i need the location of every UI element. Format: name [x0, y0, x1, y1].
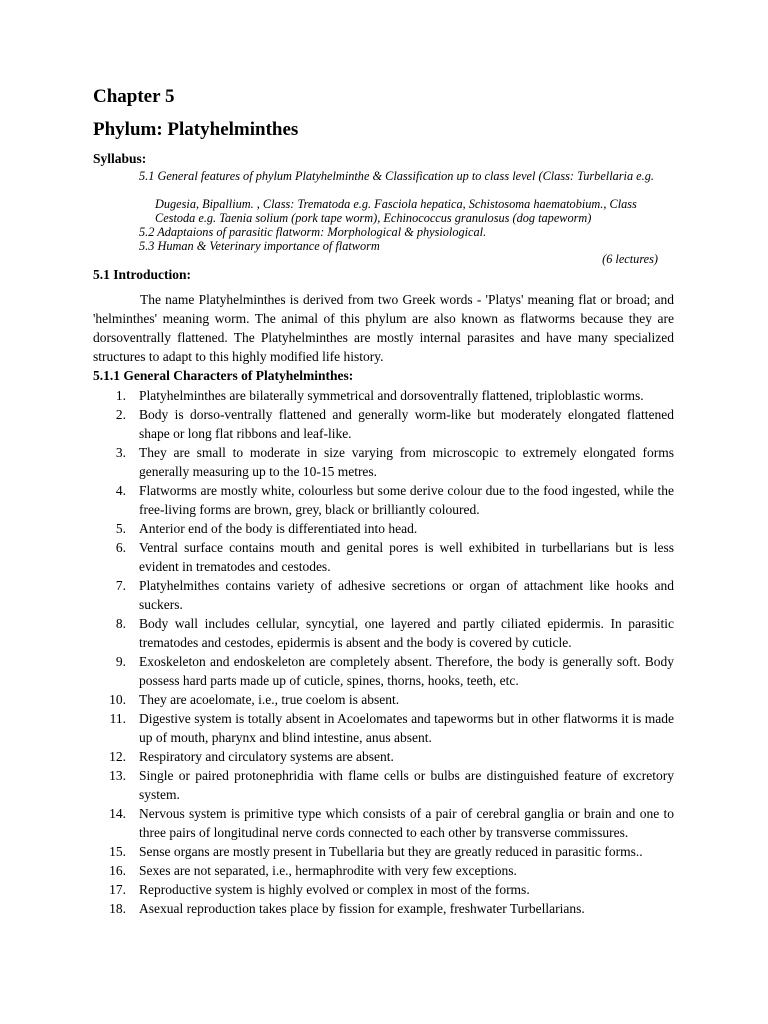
list-item-text: They are small to moderate in size varying from microscopic to extremely elongated forms generally measuring up to the 10-15 metres.: [139, 445, 674, 479]
list-item: [93, 614, 674, 652]
syllabus-line-1: 5.1 General features of phylum Platyhelminthe & Classification up to class level (Class: Turbellaria e.g.: [139, 169, 654, 183]
list-item-text: Flatworms are mostly white, colourless but some derive colour due to the food ingested, while the free-living forms are brown, grey, black or brilliantly coloured.: [139, 483, 674, 517]
list-item-number: 15.: [109, 844, 126, 859]
list-item: [93, 538, 674, 576]
list-item: [93, 690, 674, 709]
list-item-text: Single or paired protonephridia with flame cells or bulbs are distinguished feature of excretory system.: [139, 768, 674, 802]
list-item-text: Platyhelmithes contains variety of adhesive secretions or organ of attachment like hooks and suckers.: [139, 578, 674, 612]
list-item-text: Respiratory and circulatory systems are absent.: [139, 749, 394, 764]
list-item-number: 6.: [115, 540, 126, 555]
list-item-text: Exoskeleton and endoskeleton are completely absent. Therefore, the body is generally soft. Body possess hard parts made up of cuticle, spines, thorns, hooks, teeth, etc.: [139, 654, 674, 688]
list-item-number: 10.: [109, 692, 126, 707]
list-item-number: 4.: [115, 483, 126, 498]
general-characters-list: [93, 386, 674, 918]
list-item-text: Body is dorso-ventrally flattened and generally worm-like but moderately elongated flattened shape or long flat ribbons and leaf-like.: [139, 407, 674, 441]
list-item-text: Reproductive system is highly evolved or complex in most of the forms.: [139, 882, 530, 897]
list-item: [93, 386, 674, 405]
list-item-text: Platyhelminthes are bilaterally symmetrical and dorsoventrally flattened, triploblastic worms.: [139, 388, 644, 403]
list-item-text: Sexes are not separated, i.e., hermaphrodite with very few exceptions.: [139, 863, 517, 878]
list-item: [93, 842, 674, 861]
list-item-number: 12.: [109, 749, 126, 764]
lectures-note: (6 lectures): [602, 252, 658, 266]
general-characters-heading: 5.1.1 General Characters of Platyhelminthes:: [93, 368, 354, 383]
syllabus-heading: Syllabus:: [93, 151, 147, 166]
list-item-text: Anterior end of the body is differentiated into head.: [139, 521, 418, 536]
list-item-number: 13.: [109, 768, 126, 783]
list-item-text: Digestive system is totally absent in Acoelomates and tapeworms but in other flatworms it is made up of mouth, pharynx and blind intestine, anus absent.: [139, 711, 674, 745]
list-item: [93, 576, 674, 614]
list-item-number: 7.: [115, 578, 126, 593]
list-item: [93, 804, 674, 842]
list-item: [93, 519, 674, 538]
syllabus-line-2: Dugesia, Bipallium. , Class: Trematoda e.g. Fasciola hepatica, Schistosoma haematobium., Class Cestoda e.g. Taenia solium (pork tape worm), Echinococcus granulosus (dog tapeworm): [155, 197, 637, 225]
phylum-title: Phylum: Platyhelminthes: [93, 119, 299, 140]
list-item-number: 11.: [109, 711, 126, 726]
list-item-number: 14.: [109, 806, 126, 821]
list-item-number: 17.: [109, 882, 126, 897]
list-item: [93, 652, 674, 690]
introduction-paragraph: The name Platyhelminthes is derived from two Greek words - 'Platys' meaning flat or broad; and 'helminthes' meaning worm. The animal of this phylum are also known as flatworms because they are dorsoventrally flattened. The Platyhelminthes are mostly internal parasites and have many specialized structures to adapt to this highly modified life history.: [93, 292, 674, 364]
list-item: [93, 709, 674, 747]
list-item: [93, 861, 674, 880]
list-item: [93, 766, 674, 804]
list-item-number: 9.: [115, 654, 126, 669]
list-item: [93, 481, 674, 519]
list-item-number: 8.: [115, 616, 126, 631]
list-item-text: Ventral surface contains mouth and genital pores is well exhibited in turbellarians but is less evident in trematodes and cestodes.: [139, 540, 674, 574]
list-item-text: Sense organs are mostly present in Tubellaria but they are greatly reduced in parasitic forms..: [139, 844, 643, 859]
list-item-text: Body wall includes cellular, syncytial, one layered and partly ciliated epidermis. In parasitic trematodes and cestodes, epidermis is absent and the body is covered by cuticle.: [139, 616, 674, 650]
list-item: [93, 880, 674, 899]
syllabus-line-4: 5.3 Human & Veterinary importance of flatworm: [139, 239, 380, 253]
syllabus-line-3: 5.2 Adaptaions of parasitic flatworm: Morphological & physiological.: [139, 225, 487, 239]
list-item-number: 16.: [109, 863, 126, 878]
chapter-title: Chapter 5: [93, 86, 175, 107]
list-item-number: 1.: [115, 388, 126, 403]
list-item-text: Asexual reproduction takes place by fission for example, freshwater Turbellarians.: [139, 901, 585, 916]
list-item: [93, 747, 674, 766]
list-item-number: 18.: [109, 901, 126, 916]
list-item-number: 2.: [115, 407, 126, 422]
list-item-text: Nervous system is primitive type which consists of a pair of cerebral ganglia or brain and one to three pairs of longitudinal nerve cords connected to each other by transverse commissures.: [139, 806, 674, 840]
list-item-number: 3.: [115, 445, 126, 460]
introduction-heading: 5.1 Introduction:: [93, 267, 192, 282]
list-item-number: 5.: [115, 521, 126, 536]
list-item: [93, 443, 674, 481]
list-item-text: They are acoelomate, i.e., true coelom is absent.: [139, 692, 400, 707]
list-item: [93, 899, 674, 918]
list-item: [93, 405, 674, 443]
